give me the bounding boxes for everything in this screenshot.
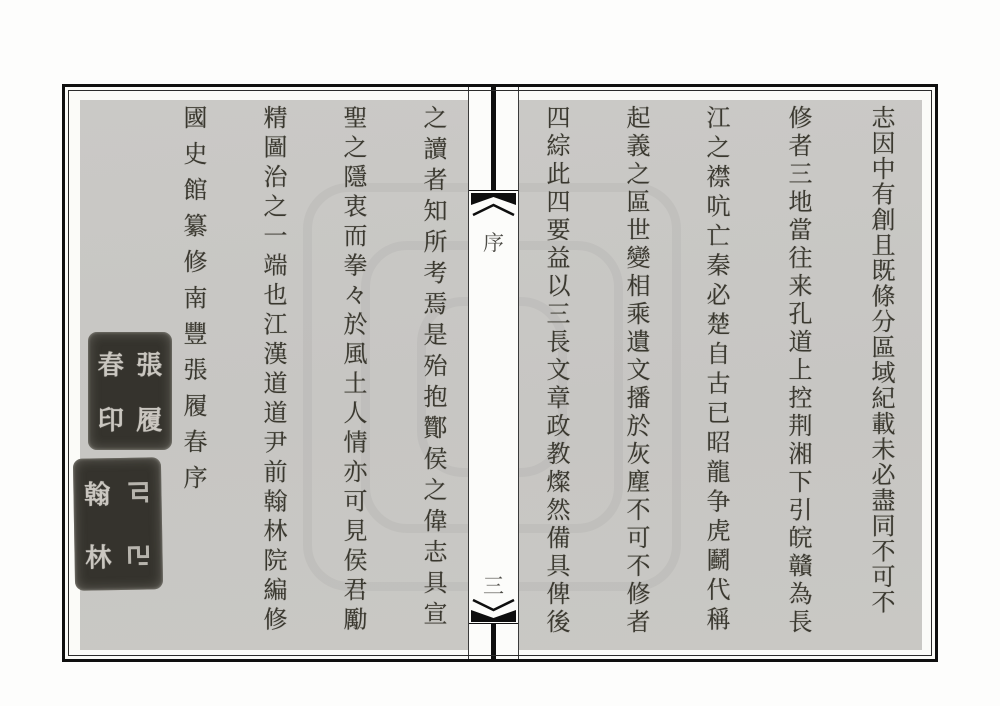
text-column-8: 精圖治之一端也江漢道道尹前翰林院編修: [259, 105, 287, 636]
page-number: 三: [483, 574, 504, 598]
illegible-seal-glyph-icon: [120, 525, 159, 585]
seal-character: 林: [85, 542, 112, 574]
text-column-4: 起義之區世變相乘遺文播於灰塵不可不修者: [622, 105, 650, 637]
fold-rule-bottom: [491, 624, 496, 659]
center-fold-strip: [468, 87, 519, 659]
section-title: 序: [483, 231, 504, 255]
fold-rule-top: [491, 87, 496, 190]
text-column-3: 江之襟吭亡秦必楚自古已昭龍争虎鬬代稱: [702, 105, 730, 636]
text-column-5: 四綜此四要益以三長文章政教燦然備具俾後: [542, 105, 570, 637]
seal-character: 翰: [83, 480, 111, 511]
seal-character: 春: [97, 350, 124, 381]
fold-divider-top: [469, 190, 518, 191]
text-column-6: 之讀者知所考焉是殆抱酇侯之偉志具宣: [419, 105, 447, 632]
text-column-9: 國史館纂修南豐張履春序: [179, 105, 207, 501]
text-column-1: 志因中有創且既條分區域紀載未必盡同不可不: [867, 105, 895, 615]
seal-character: 履: [136, 406, 163, 437]
book-spread: [62, 84, 938, 662]
text-column-2: 修者三地當往来孔道上控荆湘下引皖贛為長: [784, 105, 812, 637]
illegible-seal-glyph-icon: [118, 462, 157, 522]
name-seal: [88, 332, 172, 450]
text-column-7: 聖之隱衷而拳々於風土人情亦可見侯君勵: [339, 105, 367, 636]
seal-character: 張: [136, 350, 163, 381]
hanlin-seal: [73, 457, 163, 591]
fishtail-top-icon: [471, 193, 516, 219]
fishtail-bottom-icon: [471, 596, 516, 622]
seal-character: 印: [97, 406, 124, 437]
